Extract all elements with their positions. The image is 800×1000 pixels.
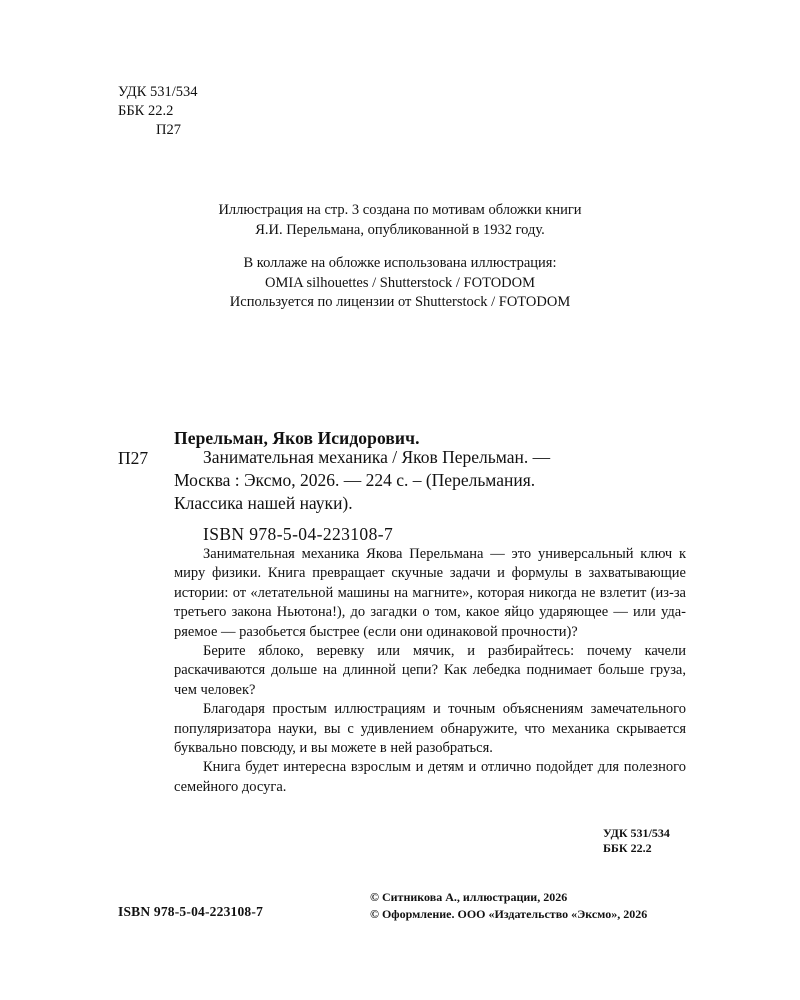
bibliographic-description <box>174 446 686 515</box>
illustration-credit <box>150 201 650 240</box>
title-line: Москва : Эксмо, 2026. — 224 с. – (Перельмания. <box>174 470 536 490</box>
footer-bbk: ББК 22.2 <box>603 841 652 855</box>
copyright-design: © Оформление. ООО «Издательство «Эксмо», 2026 <box>370 907 648 921</box>
title-line: Занимательная механика / Яков Перельман. — <box>203 447 551 467</box>
footer-udk: УДК 531/534 <box>603 826 670 840</box>
collage-credit <box>150 254 650 313</box>
udk-code: УДК 531/534 <box>118 84 198 100</box>
bibliographic-code: П27 <box>118 448 149 468</box>
annotation-paragraph: Берите яблоко, веревку или мячик, и разбирайтесь: почему качели раскачиваются дольше на длинной цепи? Как лебедка поднимает больше груза, чем человек? <box>174 643 686 698</box>
title-line: Классика нашей науки). <box>174 493 353 513</box>
collage-credit-line: OMIA silhouettes / Shutterstock / FOTODOM <box>265 274 535 291</box>
author-heading: Перельман, Яков Исидорович. <box>174 428 420 448</box>
author-sign-code: П27 <box>156 122 181 138</box>
copyright-block <box>370 889 647 923</box>
annotation <box>174 545 686 797</box>
collage-credit-line: В коллаже на обложке использована иллюстрация: <box>243 255 557 271</box>
footer-isbn: ISBN 978-5-04-223108-7 <box>118 904 264 919</box>
bbk-code: ББК 22.2 <box>118 103 174 119</box>
isbn-record: ISBN 978-5-04-223108-7 <box>203 524 394 544</box>
collage-credit-line: Используется по лицензии от Shutterstock / FOTODOM <box>229 294 571 310</box>
illustration-credit-line: Я.И. Перельмана, опубликованной в 1932 году. <box>255 221 545 238</box>
copyright-illustrations: © Ситникова А., иллюстрации, 2026 <box>370 890 568 904</box>
annotation-paragraph: Благодаря простым иллюстрациям и точным объяснениям замечательного популяризатора науки, вы с удивлением обнаружите, что механика скрывается буквально повсюду, и вы можете в ней разобраться. <box>174 701 686 757</box>
footer-catalog-codes <box>603 826 670 856</box>
annotation-paragraph: Занимательная механика Якова Перельмана — это универсальный ключ к миру физики. Книга превращает скучные задачи и формулы в захватывающие истории: от «летательной машины на магните», которая никогда не взлетит (из-за третьего закона Ньютона!), до загадки о том, какое яйцо ударяющее — или ударяемое — разобьется быстрее (если они одинаковой прочности)? <box>174 546 686 640</box>
illustration-credit-line: Иллюстрация на стр. 3 создана по мотивам обложки книги <box>218 202 582 218</box>
annotation-paragraph: Книга будет интересна взрослым и детям и отлично подойдет для полезного семейного досуга. <box>174 759 686 795</box>
catalog-codes <box>118 83 198 140</box>
